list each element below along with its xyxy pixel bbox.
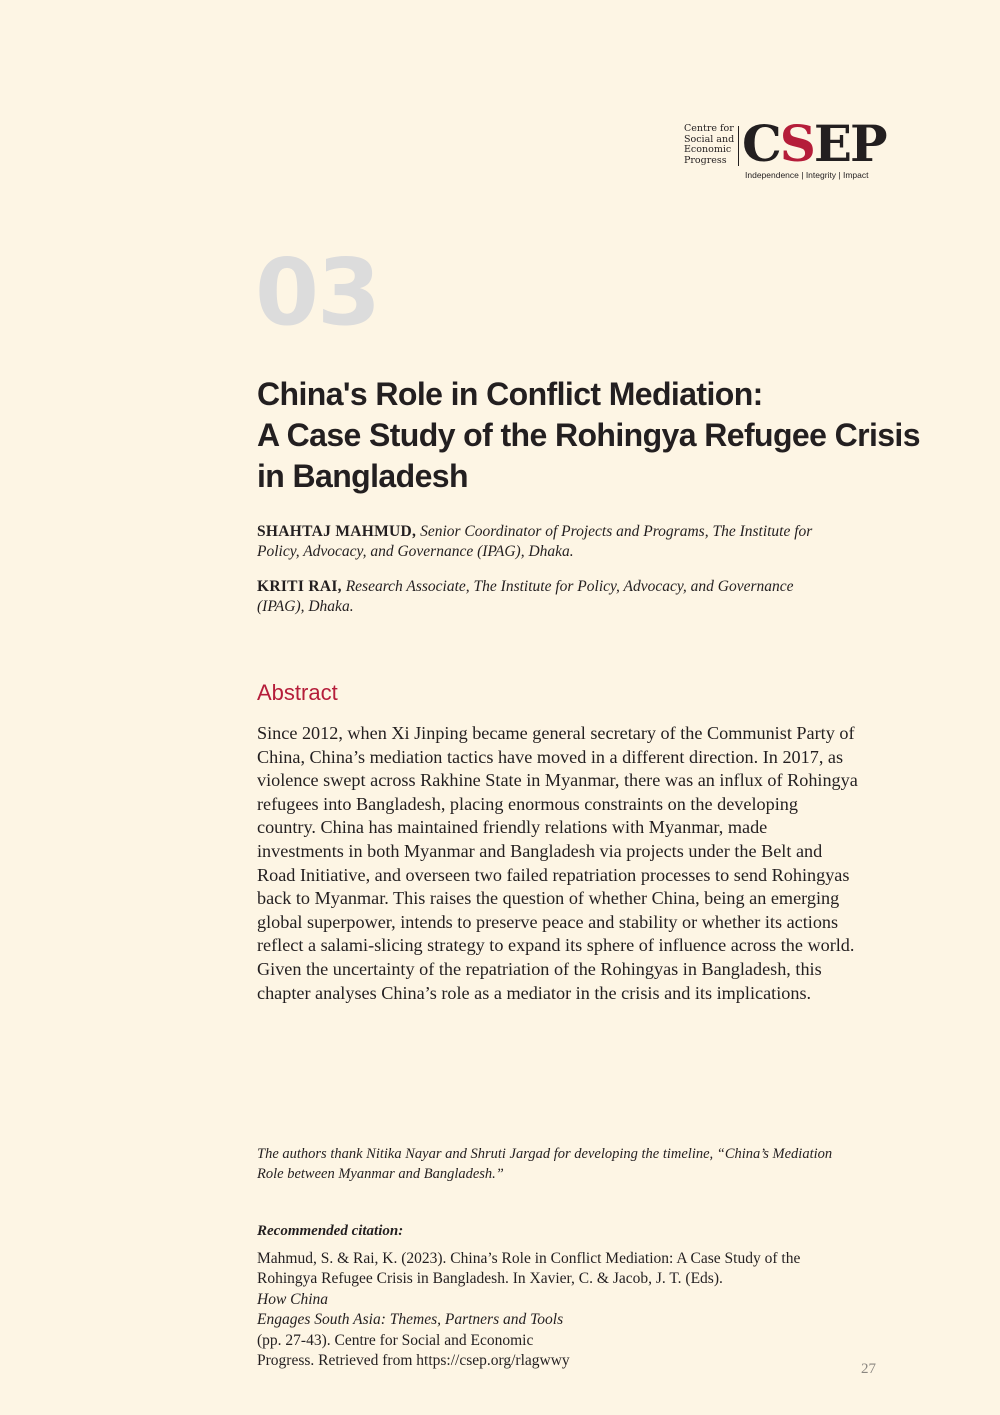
page-number: 27 xyxy=(861,1361,876,1377)
logo-letter-accent: S xyxy=(779,114,814,173)
chapter-number: 03 xyxy=(255,239,380,346)
abstract-line: violence swept across Rakhine State in Myanmar, there was an influx of Rohingya xyxy=(257,770,858,791)
abstract-heading: Abstract xyxy=(257,680,338,705)
author-name: KRITI RAI, xyxy=(257,578,342,595)
author-role: Senior Coordinator of Projects and Programs, The Institute for xyxy=(420,523,813,540)
citation-text xyxy=(257,1249,887,1371)
logo-org-name xyxy=(684,124,734,166)
book-title-part: Engages South Asia: Themes, Partners and Tools xyxy=(257,1311,564,1329)
logo-wordmark xyxy=(742,116,886,172)
logo-tagline: Independence | Integrity | Impact xyxy=(745,170,869,180)
abstract-line: global superpower, intends to preserve peace and stability or whether its actions xyxy=(257,911,839,932)
citation-line xyxy=(257,1269,887,1310)
logo-org-line: Social and xyxy=(684,133,735,145)
logo-org-line: Centre for xyxy=(684,123,734,134)
abstract-line: investments in both Myanmar and Bangladesh via projects under the Belt and xyxy=(257,840,823,861)
abstract-line: Given the uncertainty of the repatriation of the Rohingyas in Bangladesh, this xyxy=(257,958,822,979)
abstract-line: reflect a salami-slicing strategy to expand its sphere of influence across the world. xyxy=(257,935,855,956)
citation-line: Progress. Retrieved from https://csep.org/rlagwwy xyxy=(257,1352,570,1370)
logo-divider xyxy=(738,126,739,166)
abstract-line: Since 2012, when Xi Jinping became general secretary of the Communist Party of xyxy=(257,723,855,743)
logo-letter: C xyxy=(742,114,780,173)
title-line: China's Role in Conflict Mediation: xyxy=(257,376,763,412)
citation-text-run: Rohingya Refugee Crisis in Bangladesh. In Xavier, C. & Jacob, J. T. (Eds). xyxy=(257,1270,723,1288)
author-role: (IPAG), Dhaka. xyxy=(257,598,354,615)
title-line: in Bangladesh xyxy=(257,458,468,494)
acknowledgement xyxy=(257,1144,887,1184)
author-entry xyxy=(257,577,877,617)
abstract-line: back to Myanmar. This raises the question of whether China, being an emerging xyxy=(257,888,840,909)
book-title-part: How China xyxy=(257,1290,329,1308)
abstract-line: chapter analyses China’s role as a mediator in the crisis and its implications. xyxy=(257,982,812,1003)
author-role: Policy, Advocacy, and Governance (IPAG), Dhaka. xyxy=(257,543,574,560)
logo-letter: P xyxy=(850,114,886,173)
csep-logo xyxy=(684,114,886,184)
acknowledgement-line: The authors thank Nitika Nayar and Shruti Jargad for developing the timeline, “China’s Mediation xyxy=(257,1146,833,1162)
abstract-line: refugees into Bangladesh, placing enormous constraints on the developing xyxy=(257,793,798,814)
citation-line xyxy=(257,1310,887,1351)
title-line: A Case Study of the Rohingya Refugee Crisis xyxy=(257,417,920,453)
abstract-line: Road Initiative, and overseen two failed repatriation processes to send Rohingyas xyxy=(257,864,850,885)
author-entry xyxy=(257,522,877,562)
logo-org-line: Economic xyxy=(684,144,732,155)
acknowledgement-line: Role between Myanmar and Bangladesh.” xyxy=(257,1166,504,1182)
logo-letter: E xyxy=(813,114,851,173)
logo-org-line: Progress xyxy=(684,154,727,166)
author-role: Research Associate, The Institute for Policy, Advocacy, and Governance xyxy=(345,578,794,595)
chapter-title xyxy=(257,374,920,497)
citation-line: Mahmud, S. & Rai, K. (2023). China’s Role in Conflict Mediation: A Case Study of the xyxy=(257,1250,801,1267)
recommended-citation-heading: Recommended citation: xyxy=(257,1223,404,1239)
author-name: SHAHTAJ MAHMUD, xyxy=(257,523,417,540)
abstract-line: China, China’s mediation tactics have moved in a different direction. In 2017, as xyxy=(257,746,844,767)
citation-text-run: (pp. 27-43). Centre for Social and Economic xyxy=(257,1331,534,1349)
abstract-text xyxy=(257,722,887,1005)
abstract-line: country. China has maintained friendly relations with Myanmar, made xyxy=(257,817,768,838)
